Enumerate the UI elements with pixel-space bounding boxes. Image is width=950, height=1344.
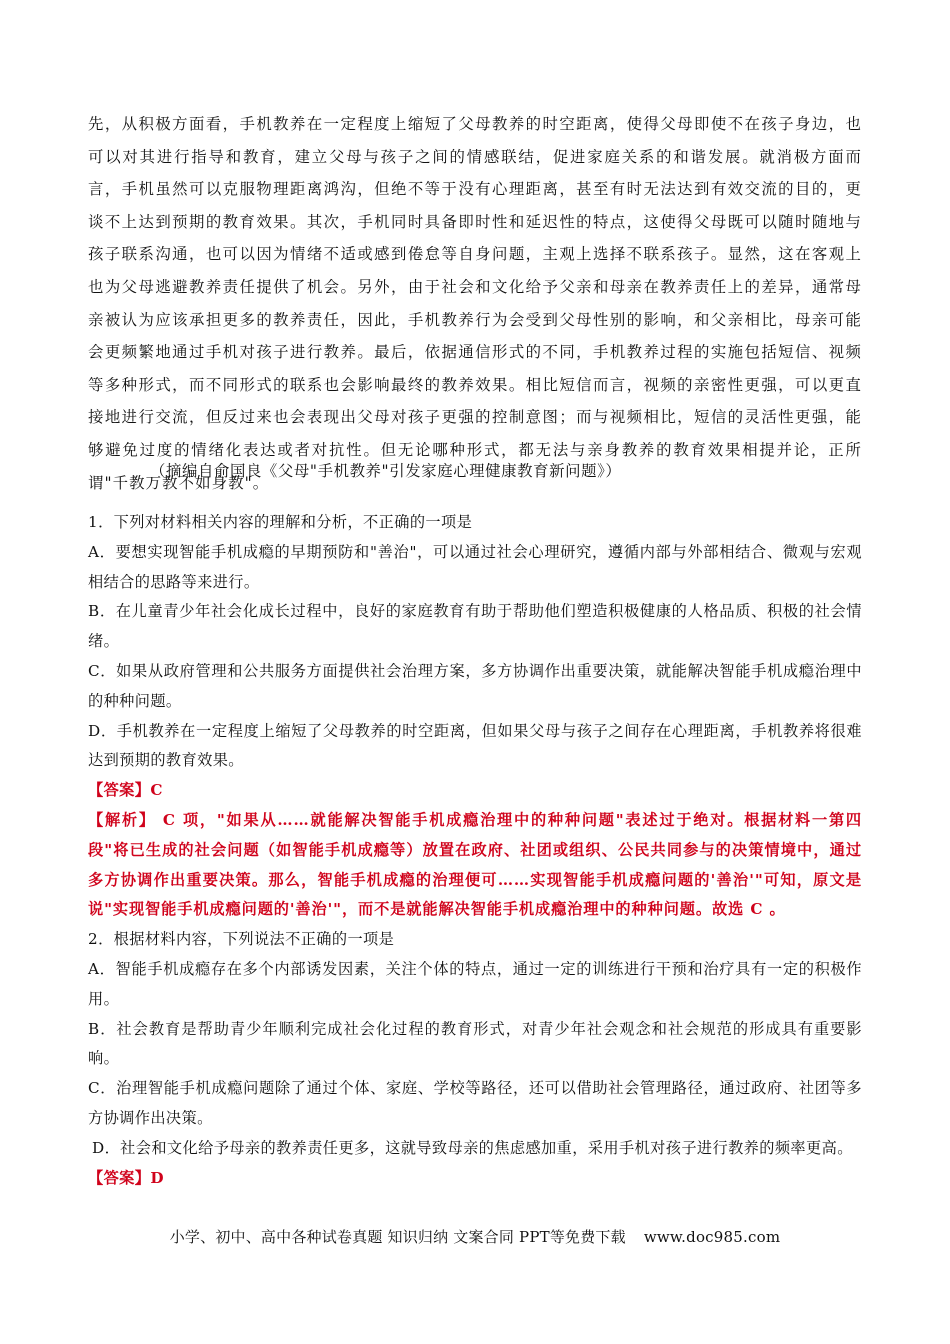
question-1-option-b: B．在儿童青少年社会化成长过程中，良好的家庭教育有助于帮助他们塑造积极健康的人格品质、积极的社会情绪。 [88,602,862,651]
question-1-option-c: C．如果从政府管理和公共服务方面提供社会治理方案，多方协调作出重要决策，就能解决智能手机成瘾治理中的种种问题。 [88,661,862,710]
answer-value: C [150,781,163,800]
answer-label: 【答案】 [88,1168,151,1187]
question-2-answer [88,1164,862,1194]
question-1-analysis [88,806,862,925]
footer-url[interactable]: www.doc985.com [643,1228,781,1246]
question-2-option-d: D．社会和文化给予母亲的教养责任更多，这就导致母亲的焦虑感加重，采用手机对孩子进行教养的频率更高。 [92,1138,853,1157]
question-2-option-a: A．智能手机成瘾存在多个内部诱发因素，关注个体的特点，通过一定的训练进行干预和治疗具有一定的积极作用。 [88,959,862,1008]
question-1-stem: 1．下列对材料相关内容的理解和分析，不正确的一项是 [88,513,473,531]
footer-banner [0,1226,950,1247]
question-1-option-d: D．手机教养在一定程度上缩短了父母教养的时空距离，但如果父母与孩子之间存在心理距离，手机教养将很难达到预期的教育效果。 [88,721,862,770]
analysis-label: 【解析】 [88,810,156,829]
answer-value: D [150,1168,164,1187]
answer-label: 【答案】 [88,781,151,800]
passage-text: 先，从积极方面看，手机教养在一定程度上缩短了父母教养的时空距离，使得父母即使不在孩子身边，也可以对其进行指导和教育，建立父母与孩子之间的情感联结，促进家庭关系的和谐发展。就消极方面而言，手机虽然可以克服物理距离鸿沟，但绝不等于没有心理距离，甚至有时无法达到有效交流的目的，更谈不上达到预期的教育效果。其次，手机同时具备即时性和延迟性的特点，这使得父母既可以随时随地与孩子联系沟通，也可以因为情绪不适或感到倦怠等自身问题，主观上选择不联系孩子。显然，这在客观上也为父母逃避教养责任提供了机会。另外，由于社会和文化给予父亲和母亲在教养责任上的差异，通常母亲被认为应该承担更多的教养责任，因此，手机教养行为会受到父母性别的影响，和父亲相比，母亲可能会更频繁地通过手机对孩子进行教养。最后，依据通信形式的不同，手机教养过程的实施包括短信、视频等多种形式，而不同形式的联系也会影响最终的教养效果。相比短信而言，视频的亲密性更强，可以更直接地进行交流，但反过来也会表现出父母对孩子更强的控制意图；而与视频相比，短信的灵活性更强，能够避免过度的情绪化表达或者对抗性。但无论哪种形式，都无法与亲身教养的教育效果相提并论，正所谓"千教万教不如身教"。 [88,115,862,492]
question-2-option-b: B．社会教育是帮助青少年顺利完成社会化过程的教育形式，对青少年社会观念和社会规范的形成具有重要影响。 [88,1019,862,1068]
source-citation: （摘编自俞国良《父母"手机教养"引发家庭心理健康教育新问题》） [150,462,622,480]
analysis-text: C 项，"如果从……就能解决智能手机成瘾治理中的种种问题"表述过于绝对。根据材料一第四段"将已生成的社会问题（如智能手机成瘾等）放置在政府、社团或组织、公民共同参与的决策情境中，通过多方协调作出重要决策。那么，智能手机成瘾的治理便可……实现智能手机成瘾问题的'善治'"可知，原文是说"实现智能手机成瘾问题的'善治'"，而不是就能解决智能手机成瘾治理中的种种问题。故选 C 。 [88,810,862,919]
question-2-option-c: C．治理智能手机成瘾问题除了通过个体、家庭、学校等路径，还可以借助社会管理路径，通过政府、社团等多方协调作出决策。 [88,1079,862,1127]
questions-section [88,508,862,1193]
question-1-option-a: A．要想实现智能手机成瘾的早期预防和"善治"，可以通过社会心理研究，遵循内部与外部相结合、微观与宏观相结合的思路等来进行。 [88,542,862,591]
question-1-answer [88,776,862,806]
question-2-stem: 2．根据材料内容，下列说法不正确的一项是 [88,930,395,949]
footer-text: 小学、初中、高中各种试卷真题 知识归纳 文案合同 PPT等免费下载 [169,1228,626,1246]
